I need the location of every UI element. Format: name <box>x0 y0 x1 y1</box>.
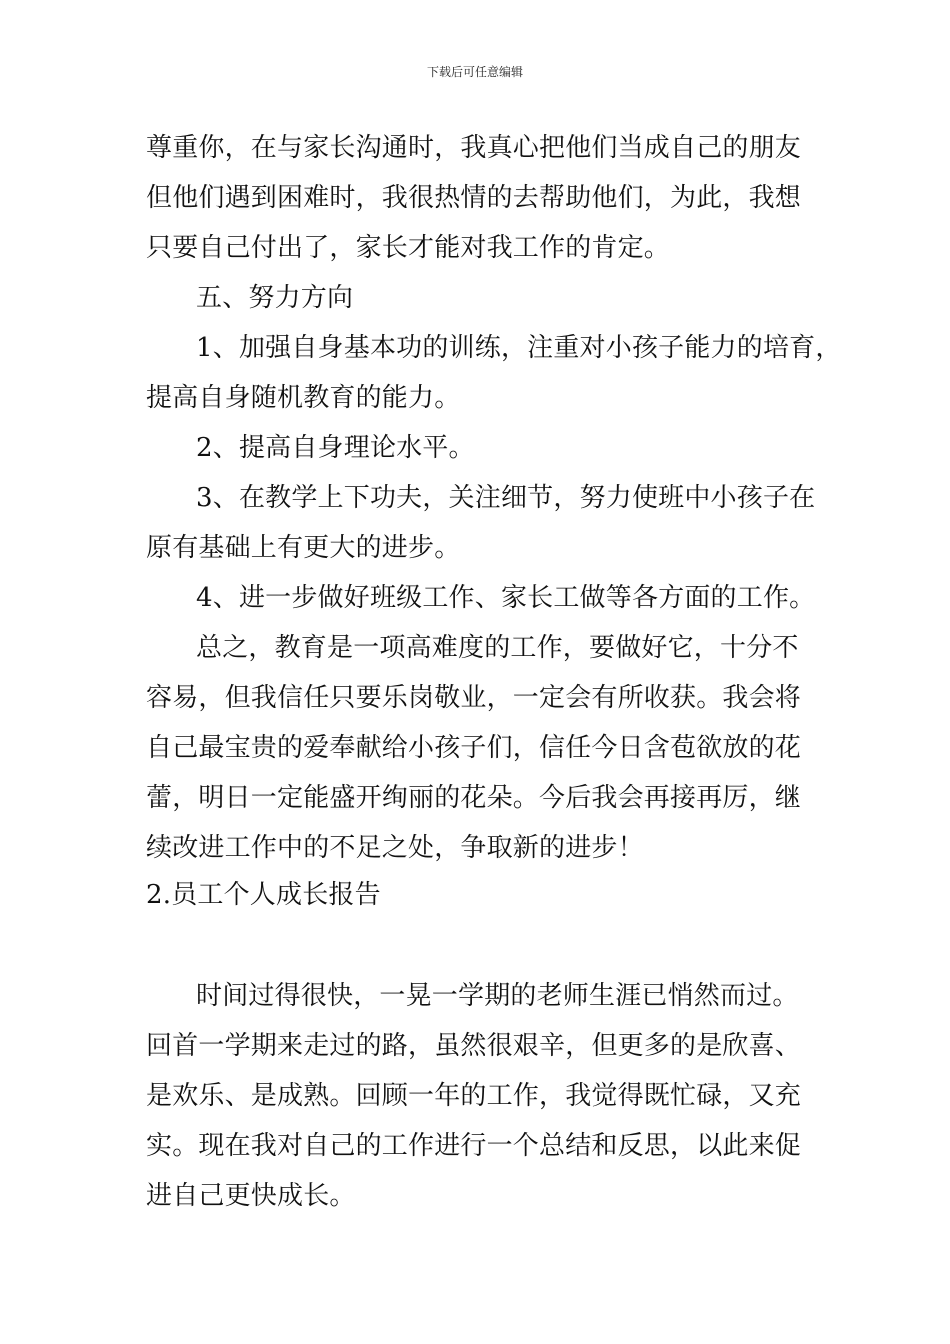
body-line: 实。现在我对自己的工作进行一个总结和反思，以此来促 <box>146 1131 802 1161</box>
document-title: 2.员工个人成长报告 <box>146 880 381 910</box>
list-item: 3、在教学上下功夫，关注细节，努力使班中小孩子在 <box>196 483 816 513</box>
body-line: 尊重你，在与家长沟通时，我真心把他们当成自己的朋友 <box>146 133 802 163</box>
list-item: 2、提高自身理论水平。 <box>196 433 475 463</box>
page-header: 下载后可任意编辑 <box>426 65 523 79</box>
body-line: 时间过得很快，一晃一学期的老师生涯已悄然而过。 <box>196 981 799 1011</box>
section-heading: 五、努力方向 <box>196 283 354 313</box>
body-line: 原有基础上有更大的进步。 <box>146 533 461 563</box>
body-line: 只要自己付出了，家长才能对我工作的肯定。 <box>146 233 671 263</box>
body-line: 自己最宝贵的爱奉献给小孩子们，信任今日含苞欲放的花 <box>146 733 802 763</box>
body-line: 进自己更快成长。 <box>146 1181 356 1211</box>
body-line: 蕾，明日一定能盛开绚丽的花朵。今后我会再接再厉，继 <box>146 783 802 813</box>
body-line: 提高自身随机教育的能力。 <box>146 383 461 413</box>
body-line: 是欢乐、是成熟。回顾一年的工作，我觉得既忙碌，又充 <box>146 1081 802 1111</box>
list-item: 4、进一步做好班级工作、家长工做等各方面的工作。 <box>196 583 816 613</box>
body-line: 但他们遇到困难时，我很热情的去帮助他们，为此，我想 <box>146 183 802 213</box>
body-line: 回首一学期来走过的路，虽然很艰辛，但更多的是欣喜、 <box>146 1031 802 1061</box>
list-item: 1、加强自身基本功的训练，注重对小孩子能力的培育， <box>196 333 842 363</box>
body-line: 总之，教育是一项高难度的工作，要做好它，十分不 <box>196 633 799 663</box>
body-line: 容易，但我信任只要乐岗敬业，一定会有所收获。我会将 <box>146 683 802 713</box>
body-line: 续改进工作中的不足之处，争取新的进步！ <box>146 833 644 863</box>
